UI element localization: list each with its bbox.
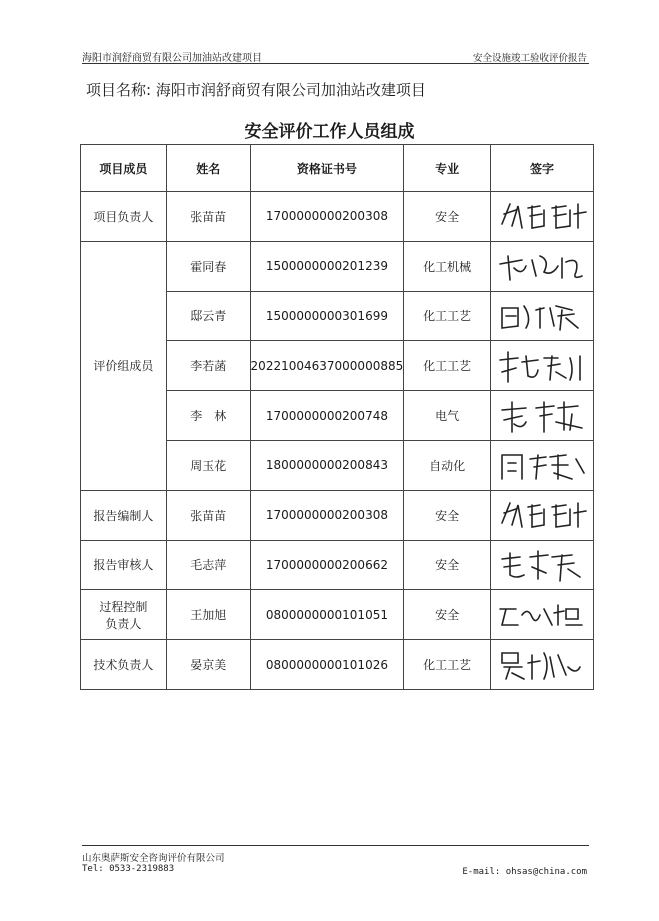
major-cell: 化工工艺 [404, 640, 491, 690]
table-row [81, 640, 594, 690]
signature-cell [491, 241, 594, 291]
role-line: 过程控制 [99, 599, 148, 614]
header-divider [82, 63, 589, 64]
role-cell: 报告编制人 [81, 490, 167, 540]
name-cell: 周玉花 [166, 440, 250, 490]
major-cell: 安全 [404, 590, 491, 640]
cert-cell: 1700000000200748 [250, 391, 404, 441]
cert-cell: 20221004637000000885 [250, 341, 404, 391]
footer-email: E-mail: ohsas@china.com [462, 867, 587, 877]
cert-cell: 1800000000200843 [250, 440, 404, 490]
handwritten-signature [492, 495, 592, 535]
handwritten-signature [492, 246, 592, 286]
major-cell: 化工工艺 [404, 291, 491, 341]
handwritten-signature [492, 396, 592, 436]
role-cell: 评价组成员 [81, 241, 167, 490]
table-row [81, 540, 594, 590]
signature-cell [491, 341, 594, 391]
project-name-line [86, 79, 426, 100]
column-header-major: 专业 [404, 145, 491, 192]
major-cell: 电气 [404, 391, 491, 441]
footer-divider [82, 845, 589, 846]
signature-cell [491, 391, 594, 441]
table-row [81, 241, 594, 291]
footer-tel: Tel: 0533-2319883 [82, 864, 175, 874]
cert-cell: 1700000000200662 [250, 540, 404, 590]
header-report-title: 安全设施竣工验收评价报告 [472, 53, 587, 64]
major-cell: 化工机械 [404, 241, 491, 291]
table-title: 安全评价工作人员组成 [244, 122, 415, 142]
handwritten-signature [492, 545, 592, 585]
name-cell: 霍同春 [166, 241, 250, 291]
cert-cell: 1500000000301699 [250, 291, 404, 341]
table-header-row [81, 145, 594, 192]
handwritten-signature [492, 196, 592, 236]
name-cell: 李若菡 [166, 341, 250, 391]
role-line: 负责人 [105, 616, 142, 631]
major-cell: 安全 [404, 490, 491, 540]
handwritten-signature [492, 346, 592, 386]
role-cell [81, 590, 167, 640]
name-cell: 晏京美 [166, 640, 250, 690]
signature-cell [491, 440, 594, 490]
cert-cell: 0800000000101051 [250, 590, 404, 640]
signature-cell [491, 291, 594, 341]
footer-company: 山东奥萨斯安全咨询评价有限公司 [82, 853, 225, 864]
major-cell: 化工工艺 [404, 341, 491, 391]
handwritten-signature [492, 296, 592, 336]
cert-cell: 1700000000200308 [250, 490, 404, 540]
table-row [81, 590, 594, 640]
column-header-member: 项目成员 [81, 145, 167, 192]
role-cell: 技术负责人 [81, 640, 167, 690]
column-header-cert: 资格证书号 [250, 145, 404, 192]
column-header-name: 姓名 [166, 145, 250, 192]
cert-cell: 0800000000101026 [250, 640, 404, 690]
name-cell: 李 林 [166, 391, 250, 441]
table-row [81, 490, 594, 540]
name-cell: 王加旭 [166, 590, 250, 640]
major-cell: 自动化 [404, 440, 491, 490]
cert-cell: 1500000000201239 [250, 241, 404, 291]
table-row [81, 192, 594, 242]
signature-cell [491, 490, 594, 540]
name-cell: 邸云青 [166, 291, 250, 341]
handwritten-signature [492, 595, 592, 635]
handwritten-signature [492, 445, 592, 485]
signature-cell [491, 590, 594, 640]
project-name-label: 项目名称: [86, 81, 152, 99]
role-cell: 报告审核人 [81, 540, 167, 590]
cert-cell: 1700000000200308 [250, 192, 404, 242]
header-project-title: 海阳市润舒商贸有限公司加油站改建项目 [82, 53, 262, 64]
role-cell: 项目负责人 [81, 192, 167, 242]
column-header-signature: 签字 [491, 145, 594, 192]
handwritten-signature [492, 645, 592, 685]
name-cell: 毛志萍 [166, 540, 250, 590]
major-cell: 安全 [404, 192, 491, 242]
signature-cell [491, 640, 594, 690]
name-cell: 张苗苗 [166, 490, 250, 540]
project-name-value: 海阳市润舒商贸有限公司加油站改建项目 [155, 81, 426, 99]
signature-cell [491, 192, 594, 242]
signature-cell [491, 540, 594, 590]
major-cell: 安全 [404, 540, 491, 590]
name-cell: 张苗苗 [166, 192, 250, 242]
staff-table [80, 144, 594, 690]
